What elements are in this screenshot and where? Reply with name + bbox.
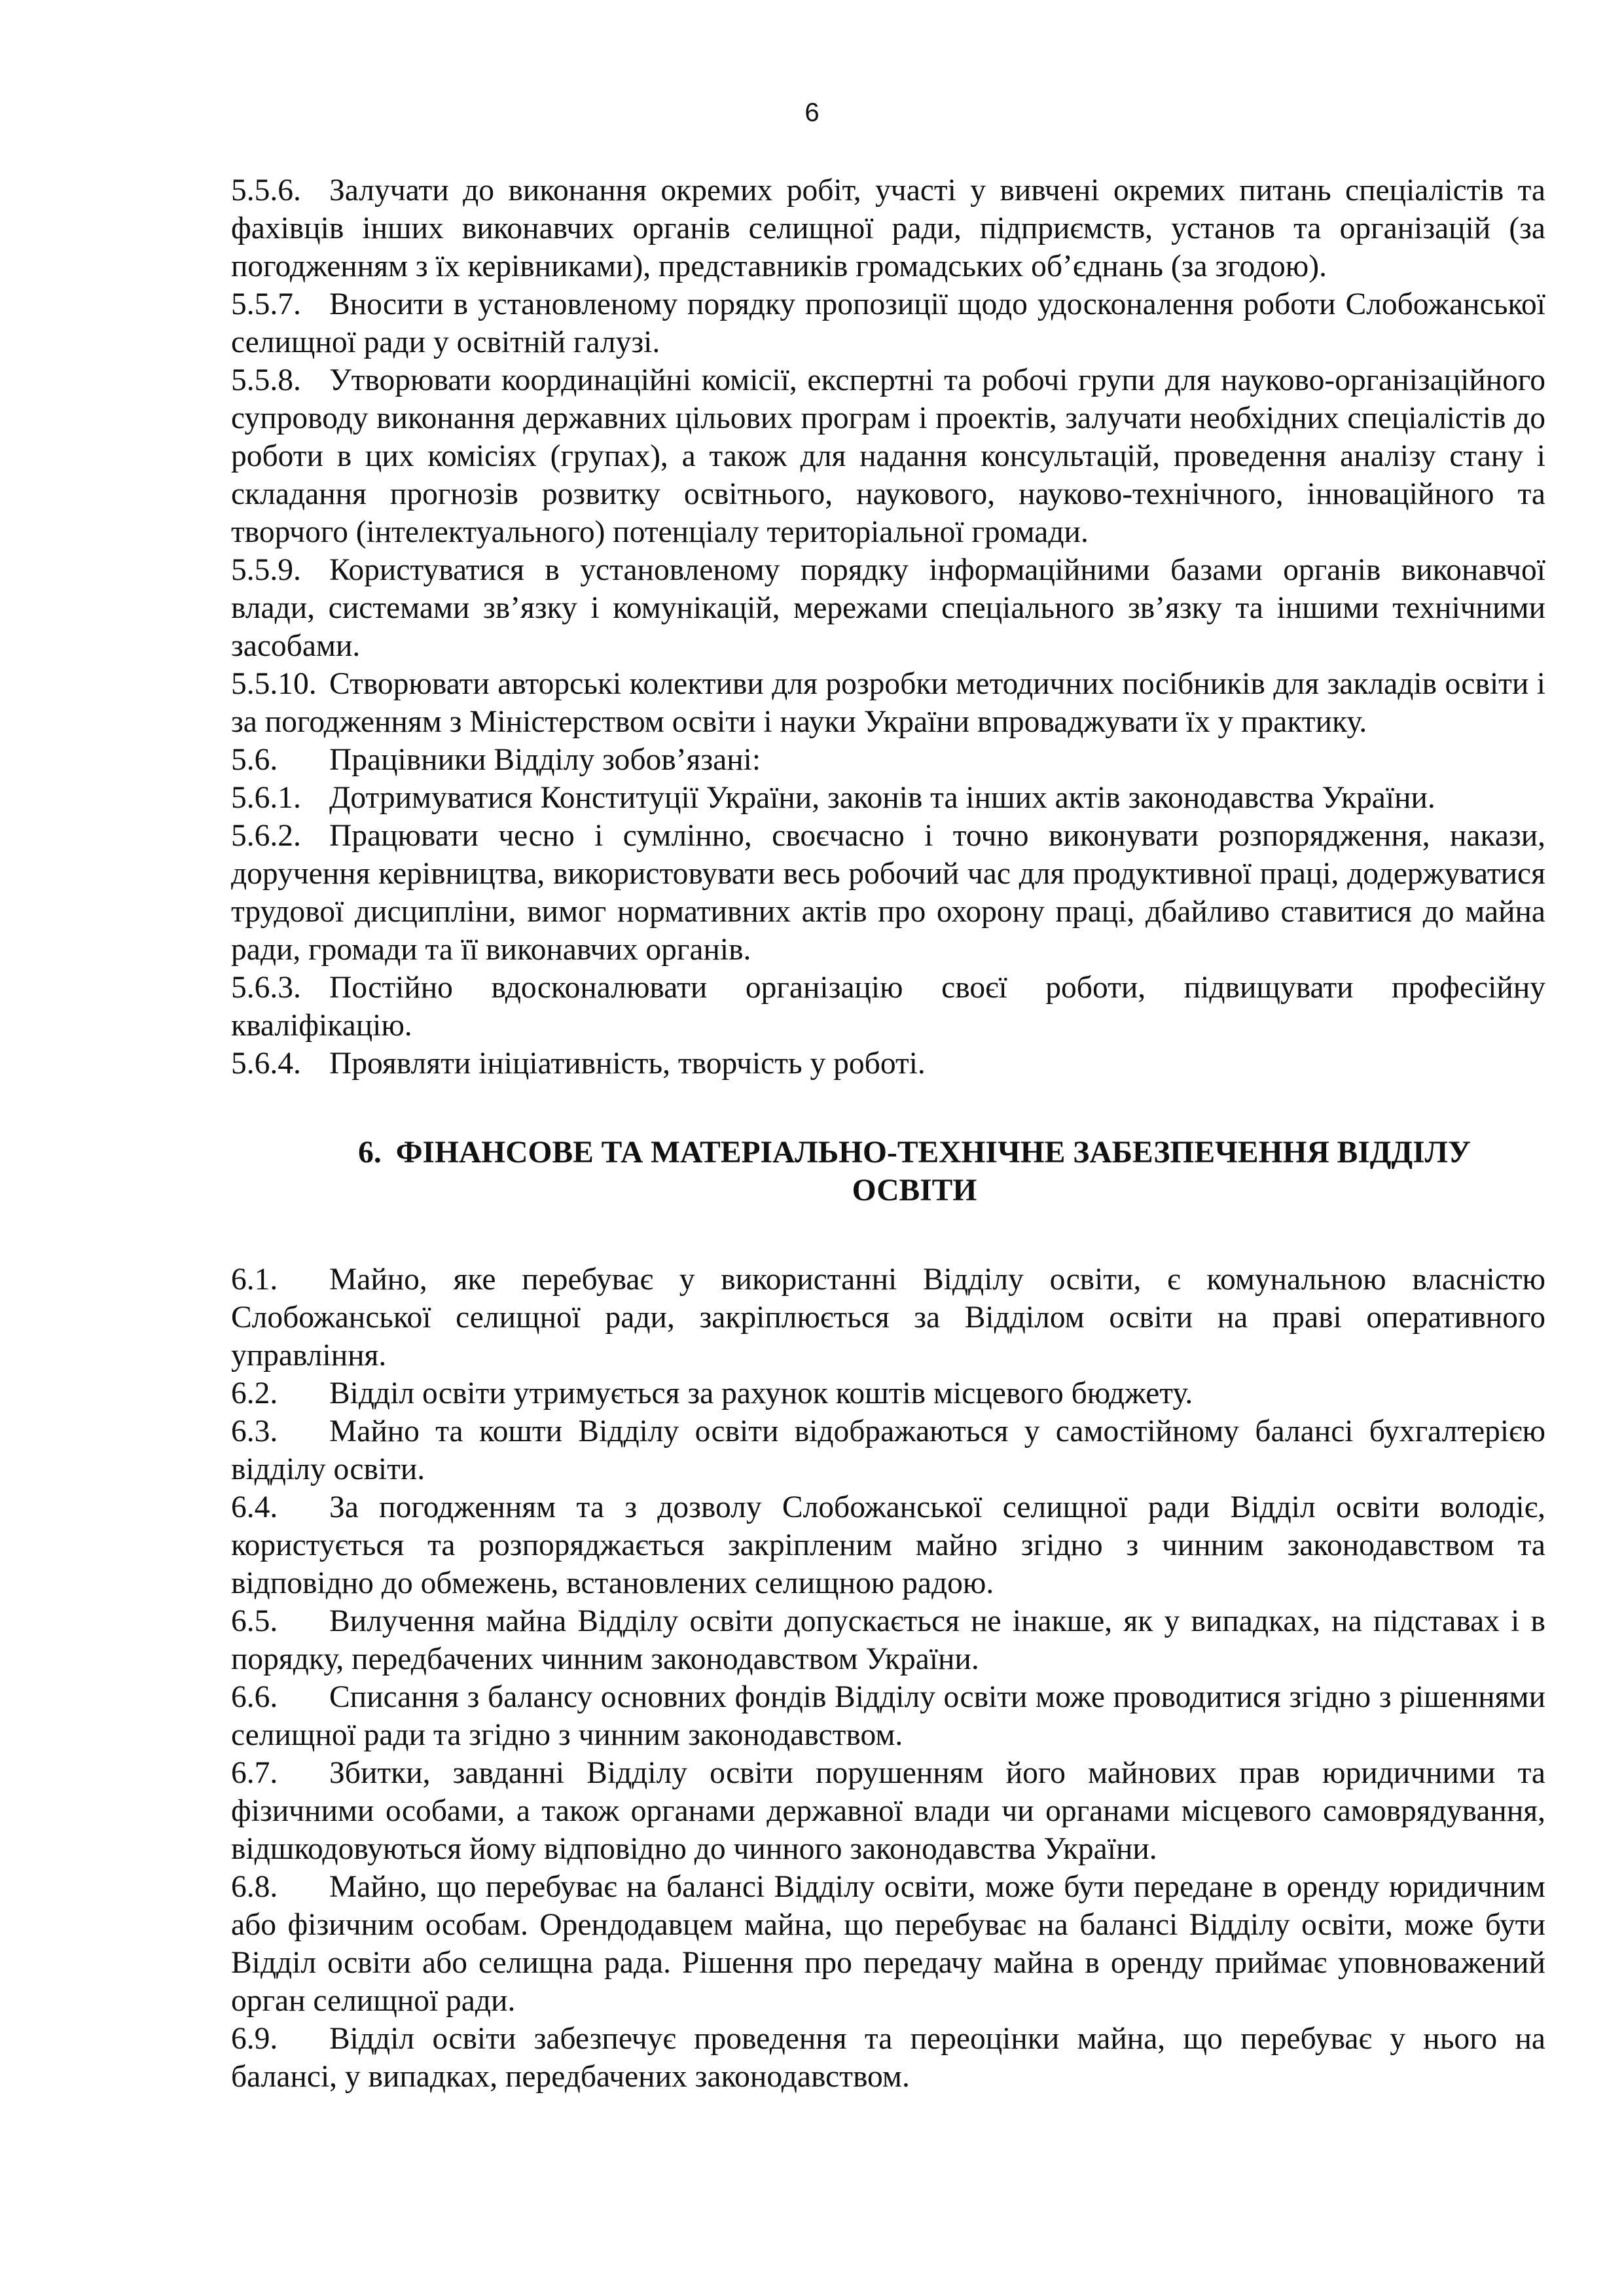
clause-number: 6.7. — [231, 1756, 278, 1790]
clause-text: Відділ освіти забезпечує проведення та переоцінки майна, що перебуває у нього на балансі, у випадках, передбачених законодавством. — [231, 2022, 1545, 2094]
clause-5-6-3 — [231, 969, 1545, 1045]
clause-number: 5.6.3. — [231, 971, 301, 1005]
clause-number: 5.5.10. — [231, 667, 317, 701]
clause-text: Списання з балансу основних фондів Відділу освіти може проводитися згідно з рішеннями селищної ради та згідно з чинним законодавством. — [231, 1680, 1545, 1752]
clause-5-6-4 — [231, 1045, 1545, 1083]
clause-6-4 — [231, 1488, 1545, 1602]
clause-5-5-7 — [231, 285, 1545, 361]
clause-number: 5.5.7. — [231, 287, 301, 321]
heading-line-1: ФІНАНСОВЕ ТА МАТЕРІАЛЬНО-ТЕХНІЧНЕ ЗАБЕЗПЕЧЕННЯ ВІДДІЛУ — [395, 1136, 1471, 1170]
clause-text: Вносити в установленому порядку пропозиції щодо удосконалення роботи Слобожанської селищної ради у освітній галузі. — [231, 287, 1545, 359]
clause-text: Працівники Відділу зобов’язані: — [329, 743, 761, 777]
clause-5-6 — [231, 741, 1545, 779]
clause-text: Майно та кошти Відділу освіти відображаються у самостійному балансі бухгалтерією відділу освіти. — [231, 1414, 1545, 1486]
clause-5-5-9 — [231, 551, 1545, 665]
clause-text: Вилучення майна Відділу освіти допускається не інакше, як у випадках, на підставах і в порядку, передбачених чинним законодавством України. — [231, 1604, 1545, 1676]
clause-number: 6.6. — [231, 1680, 278, 1714]
clause-number: 5.5.8. — [231, 363, 301, 397]
clause-number: 5.6.2. — [231, 819, 301, 853]
clause-6-6 — [231, 1678, 1545, 1754]
clause-text: За погодженням та з дозволу Слобожанської селищної ради Відділ освіти володіє, користується та розпоряджається закріпленим майно згідно з чинним законодавством та відповідно до обмежень, встановлених селищною радою. — [231, 1490, 1545, 1600]
clause-6-1 — [231, 1261, 1545, 1374]
clause-number: 5.5.6. — [231, 173, 301, 207]
clause-6-2 — [231, 1374, 1545, 1412]
clause-text: Майно, що перебуває на балансі Відділу освіти, може бути передане в оренду юридичним або фізичним особам. Орендодавцем майна, що перебуває на балансі Відділу освіти, може бути Відділ освіти або селищна рада. Рішення про передачу майна в оренду приймає уповноважений орган селищної ради. — [231, 1870, 1545, 2018]
clause-6-7 — [231, 1754, 1545, 1868]
clause-5-6-2 — [231, 817, 1545, 969]
document-body — [231, 171, 1545, 2096]
clause-number: 5.6.1. — [231, 781, 301, 815]
heading-line-2: ОСВІТИ — [852, 1174, 977, 1208]
clause-6-9 — [231, 2020, 1545, 2096]
clause-5-6-1 — [231, 779, 1545, 817]
clause-number: 5.5.9. — [231, 553, 301, 587]
clause-number: 6.1. — [231, 1263, 278, 1297]
clause-text: Відділ освіти утримується за рахунок коштів місцевого бюджету. — [329, 1376, 1193, 1410]
clause-text: Утворювати координаційні комісії, експертні та робочі групи для науково-організаційного супроводу виконання державних цільових програм і проектів, залучати необхідних спеціалістів до роботи в цих комісіях (групах), а також для надання консультацій, проведення аналізу стану і складання прогнозів розвитку освітнього, наукового, науково-технічного, інноваційного та творчого (інтелектуального) потенціалу територіальної громади. — [231, 363, 1545, 549]
clause-number: 6.3. — [231, 1414, 278, 1448]
clause-number: 6.9. — [231, 2022, 278, 2056]
clause-text: Користуватися в установленому порядку інформаційними базами органів виконавчої влади, системами зв’язку і комунікацій, мережами спеціального зв’язку та іншими технічними засобами. — [231, 553, 1545, 663]
clause-text: Майно, яке перебуває у використанні Відділу освіти, є комунальною власністю Слобожанської селищної ради, закріплюється за Відділом освіти на праві оперативного управління. — [231, 1263, 1545, 1372]
section-heading — [231, 1134, 1545, 1210]
clause-text: Залучати до виконання окремих робіт, участі у вивчені окремих питань спеціалістів та фахівців інших виконавчих органів селищної ради, підприємств, установ та організацій (за погодженням з їх керівниками), представників громадських об’єднань (за згодою). — [231, 173, 1545, 283]
clause-text: Проявляти ініціативність, творчість у роботі. — [329, 1047, 926, 1081]
clause-number: 6.8. — [231, 1870, 278, 1904]
clause-5-5-8 — [231, 361, 1545, 551]
clause-6-3 — [231, 1412, 1545, 1488]
clause-number: 5.6.4. — [231, 1047, 301, 1081]
clause-text: Постійно вдосконалювати організацію своєї роботи, підвищувати професійну кваліфікацію. — [231, 971, 1545, 1043]
clause-5-5-10 — [231, 665, 1545, 741]
clause-number: 6.5. — [231, 1604, 278, 1638]
clause-6-8 — [231, 1868, 1545, 2020]
clause-number: 6.4. — [231, 1490, 278, 1524]
clause-number: 6.2. — [231, 1376, 278, 1410]
heading-number: 6. — [358, 1136, 382, 1170]
clause-text: Створювати авторські колективи для розробки методичних посібників для закладів освіти і за погодженням з Міністерством освіти і науки України впроваджувати їх у практику. — [231, 667, 1545, 739]
clause-5-5-6 — [231, 171, 1545, 285]
clause-text: Працювати чесно і сумлінно, своєчасно і точно виконувати розпорядження, накази, доручення керівництва, використовувати весь робочий час для продуктивної праці, додержуватися трудової дисципліни, вимог нормативних актів про охорону праці, дбайливо ставитися до майна ради, громади та її виконавчих органів. — [231, 819, 1545, 967]
page-number: 6 — [804, 98, 820, 127]
clause-number: 5.6. — [231, 743, 278, 777]
clause-text: Збитки, завданні Відділу освіти порушенням його майнових прав юридичними та фізичними особами, а також органами державної влади чи органами місцевого самоврядування, відшкодовуються йому відповідно до чинного законодавства України. — [231, 1756, 1545, 1866]
clause-text: Дотримуватися Конституції України, законів та інших актів законодавства України. — [329, 781, 1435, 815]
clause-6-5 — [231, 1602, 1545, 1678]
